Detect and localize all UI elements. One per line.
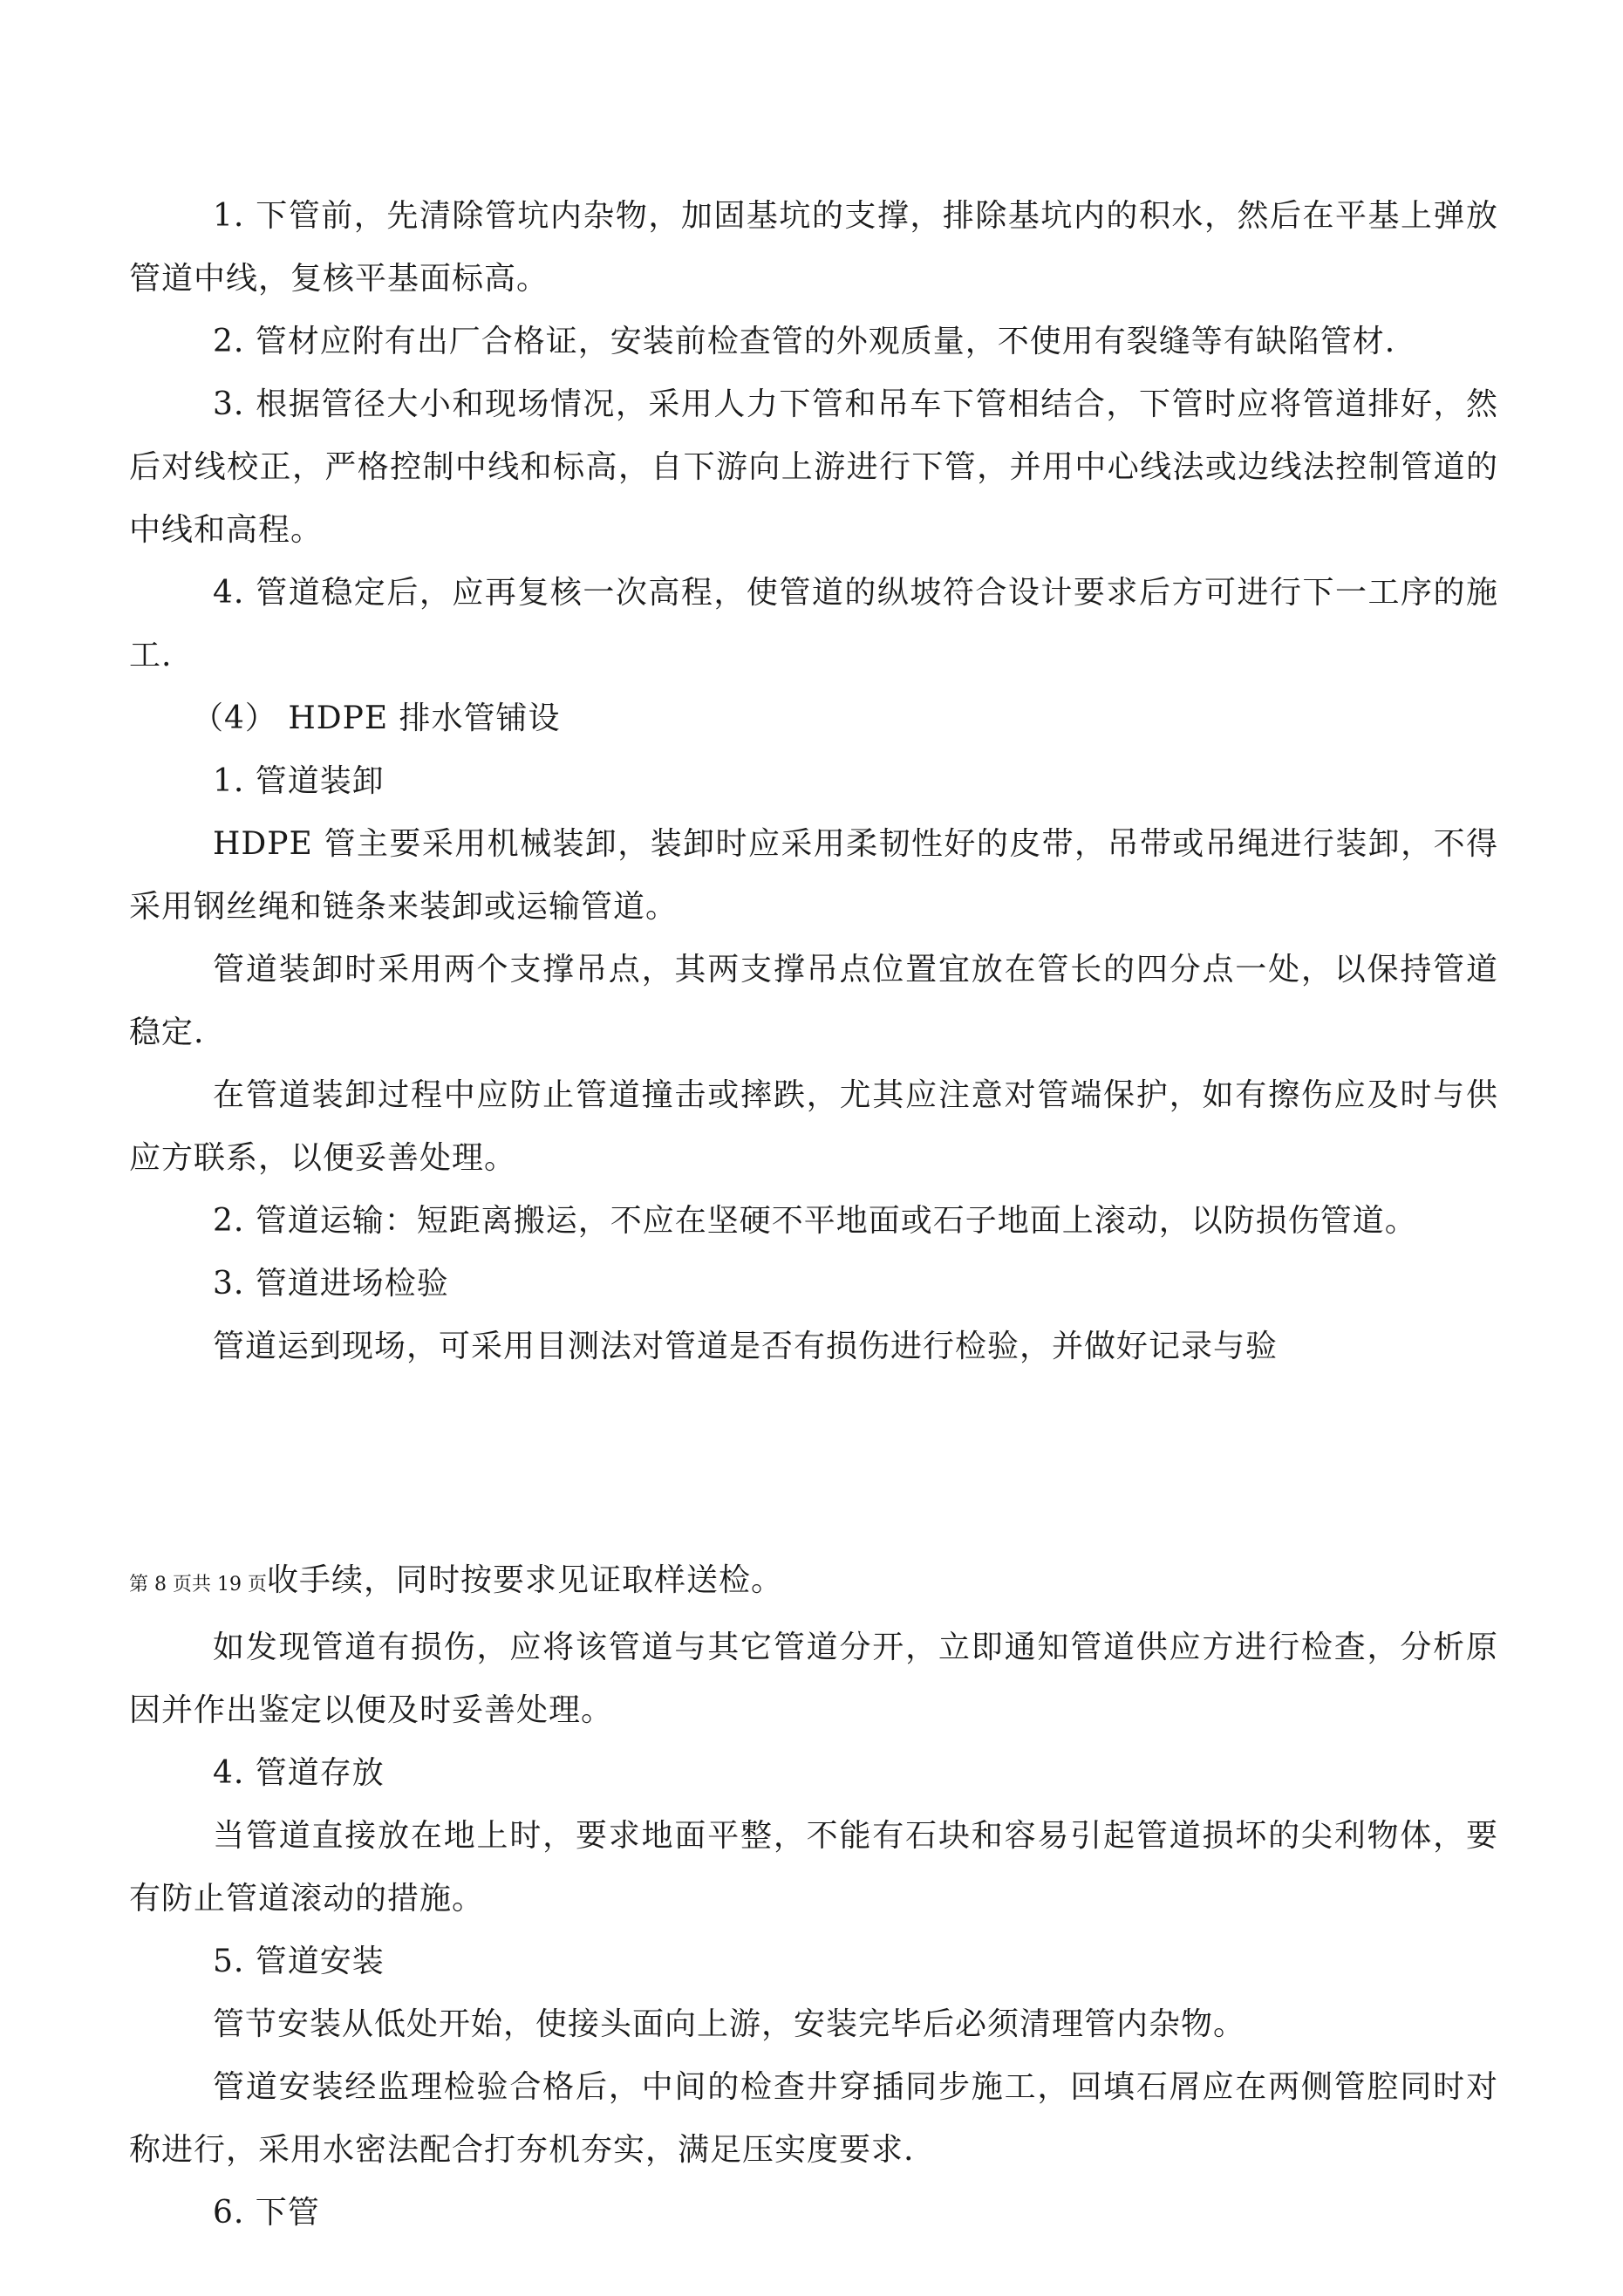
bottom-text-block — [129, 1549, 1498, 2245]
subsection-heading: 6. 下管 — [213, 2195, 320, 2231]
paragraph: 1. 下管前，先清除管坑内杂物，加固基坑的支撑，排除基坑内的积水，然后在平基上弹放管道中线，复核平基面标高。 — [129, 198, 1498, 297]
paragraph: 2. 管材应附有出厂合格证，安装前检查管的外观质量，不使用有裂缝等有缺陷管材. — [213, 324, 1396, 359]
paragraph: 当管道直接放在地上时，要求地面平整，不能有石块和容易引起管道损坏的尖利物体，要有防止管道滚动的措施。 — [129, 1818, 1498, 1917]
subsection-heading: 4. 管道存放 — [213, 1755, 385, 1791]
paragraph: 3. 根据管径大小和现场情况，采用人力下管和吊车下管相结合，下管时应将管道排好，然后对线校正，严格控制中线和标高，自下游向上游进行下管，并用中心线法或边线法控制管道的中线和高程。 — [129, 386, 1498, 548]
page-footer-line — [129, 1549, 1498, 1616]
subsection-heading: 5. 管道安装 — [213, 1944, 385, 1979]
page-number-label: 第 8 页共 19 页 — [129, 1574, 267, 1596]
paragraph: 管道安装经监理检验合格后，中间的检查井穿插同步施工，回填石屑应在两侧管腔同时对称进行，采用水密法配合打夯机夯实，满足压实度要求. — [129, 2069, 1498, 2168]
paragraph-continuation: 收手续，同时按要求见证取样送检。 — [266, 1562, 783, 1598]
top-text-block — [129, 185, 1498, 1378]
section-heading: （4） HDPE 排水管铺设 — [192, 700, 561, 736]
paragraph: 管节安装从低处开始，使接头面向上游，安装完毕后必须清理管内杂物。 — [213, 2006, 1246, 2042]
paragraph: 管道运到现场，可采用目测法对管道是否有损伤进行检验，并做好记录与验 — [213, 1329, 1279, 1364]
subsection-heading: 1. 管道装卸 — [213, 763, 385, 799]
paragraph: 在管道装卸过程中应防止管道撞击或摔跌，尤其应注意对管端保护，如有擦伤应及时与供应方联系，以便妥善处理。 — [129, 1077, 1498, 1176]
paragraph: 2. 管道运输：短距离搬运，不应在坚硬不平地面或石子地面上滚动，以防损伤管道。 — [213, 1203, 1417, 1239]
subsection-heading: 3. 管道进场检验 — [213, 1266, 449, 1302]
paragraph: 如发现管道有损伤，应将该管道与其它管道分开，立即通知管道供应方进行检查，分析原因并作出鉴定以便及时妥善处理。 — [129, 1630, 1498, 1728]
paragraph: 4. 管道稳定后，应再复核一次高程，使管道的纵坡符合设计要求后方可进行下一工序的施工. — [129, 575, 1498, 673]
paragraph: 管道装卸时采用两个支撑吊点，其两支撑吊点位置宜放在管长的四分点一处，以保持管道稳定. — [129, 952, 1498, 1050]
paragraph: HDPE 管主要采用机械装卸，装卸时应采用柔韧性好的皮带，吊带或吊绳进行装卸，不得采用钢丝绳和链条来装卸或运输管道。 — [129, 826, 1498, 925]
